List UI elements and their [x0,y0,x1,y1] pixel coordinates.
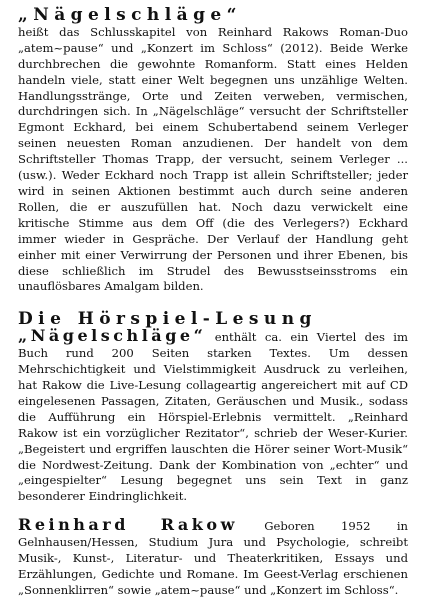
author-body-text: Geboren 1952 in Gelnhausen/Hessen, Studium Jura und Psychologie, schreibt Musik-, Kunst-, Literatur- und Theaterkritiken, Essays und Erzählungen, Gedichte und Romane. Im Geest-Verlag erschienen „Sonnenklirren“ sowie „atem~pause“ und „Konzert im Schloss“. [18,519,409,597]
hoerspiel-paragraph [18,328,408,505]
section-heading-author: Reinhard Rakow [18,515,238,535]
section-hoerspiel-lesung [18,310,408,505]
section-heading-hoerspiel-lesung: Die Hörspiel-Lesung [18,309,317,330]
hoerspiel-body-text: enthält ca. ein Viertel des im Buch rund 200 Seiten starken Textes. Um dessen Mehrschichtigkeit und Vielstimmigkeit Ausdruck zu verleihen, hat Rakow die Live-Lesung collageartig angereichert mit auf CD eingelesenen Passagen, Zitaten, Geräuschen und Musik., sodass die Aufführung ein Hörspiel-Erlebnis vermittelt. „Reinhard Rakow ist ein vorzüglicher Rezitator“, schrieb der Weser-Kurier. „Begeistert und ergriffen lauschten die Hörer seiner Wort-Musik“ die Nordwest-Zeitung. Dank der Kombination von „echter“ und „eingespielter“ Lesung begegnet uns sein Text in ganz besonderer Eindringlichkeit. [18,330,409,504]
section-subheading-naegelschlaege: „Nägelschläge“ [18,326,207,346]
author-paragraph [18,517,408,599]
section-naegelschlaege-intro [18,5,408,295]
section-spacer [18,295,408,310]
section-heading-naegelschlaege: „Nägelschläge“ [18,5,242,25]
intro-body-text: heißt das Schlusskapitel von Reinhard Rakows Roman-Duo „atem~pause“ und „Konzert im Schloss“ (2012). Beide Werke durchbrechen die gewohnte Romanform. Statt eines Helden handeln viele, statt einer Welt begegnen uns unzählige Welten. Handlungsstränge, Orte und Zeiten verweben, vermischen, durchdringen sich. In „Nägelschläge“ versucht der Schriftsteller Egmont Eckhard, bei einem Schubertabend seinem Verleger seinen neuesten Roman anzudienen. Der handelt von dem Schriftsteller Thomas Trapp, der versucht, seinem Verleger ... (usw.). Weder Eckhard noch Trapp ist allein Schriftsteller; jeder wird in seinen Aktionen bestimmt auch durch seine anderen Rollen, die er auszufüllen hat. Noch dazu verwickelt eine kritische Stimme aus dem Off (die des Verlegers?) Eckhard immer wieder in Gespräche. Der Verlauf der Handlung geht einher mit einer Verwirrung der Personen und ihrer Ebenen, bis diese schließlich im Strudel des Bewusstseinsstroms ein unauflösbares Amalgam bilden. [18,24,408,294]
section-author-bio [18,517,408,599]
intro-paragraph [18,5,408,295]
